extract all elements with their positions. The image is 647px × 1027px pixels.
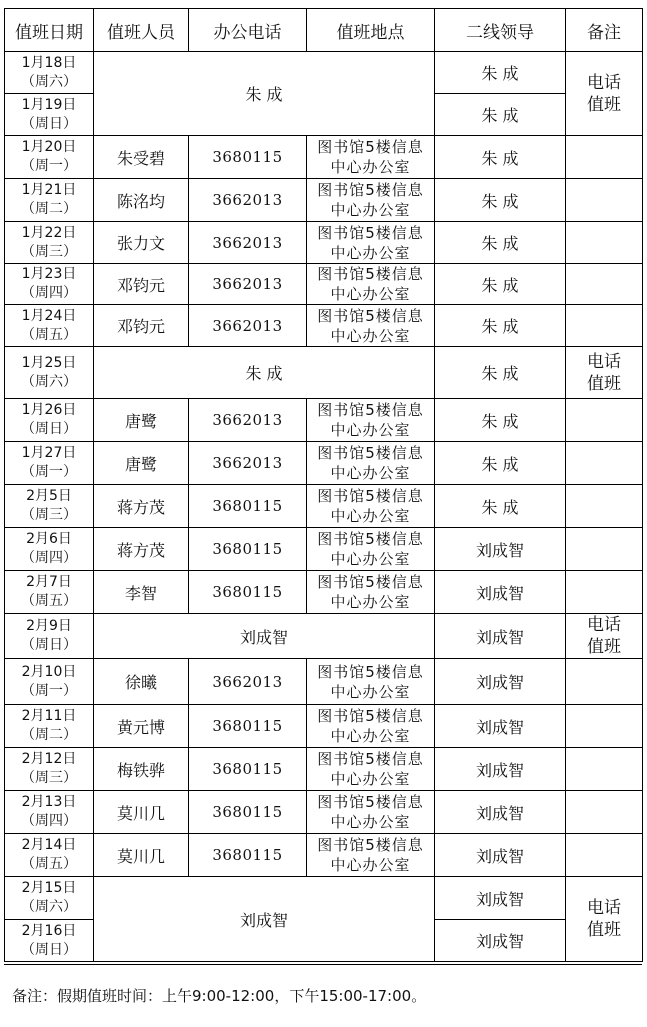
table-row xyxy=(5,705,643,748)
leader-cell: 刘成智 xyxy=(435,659,566,705)
table-row xyxy=(5,347,643,399)
leader-cell: 朱 成 xyxy=(435,399,566,442)
note-cell-empty xyxy=(566,528,643,571)
leader-cell: 刘成智 xyxy=(435,614,566,659)
date-text: 2月9日 xyxy=(26,618,72,634)
leader-cell: 刘成智 xyxy=(435,877,566,920)
note-cell: 电话 值班 xyxy=(566,614,643,659)
leader-cell: 刘成智 xyxy=(435,791,566,834)
note-cell: 电话 值班 xyxy=(566,877,643,962)
date-text: 2月15日 xyxy=(21,880,77,896)
location-cell: 图书馆5楼信息 中心办公室 xyxy=(307,791,435,834)
location-cell: 图书馆5楼信息 中心办公室 xyxy=(307,659,435,705)
person-cell: 梅铁骅 xyxy=(94,748,189,791)
note-cell-empty xyxy=(566,264,643,305)
header-note: 备注 xyxy=(566,9,643,52)
leader-cell: 刘成智 xyxy=(435,705,566,748)
table-row xyxy=(5,528,643,571)
note-cell-empty xyxy=(566,442,643,485)
duty-schedule-table xyxy=(4,8,643,962)
location-cell: 图书馆5楼信息 中心办公室 xyxy=(307,136,435,179)
leader-cell: 朱 成 xyxy=(435,485,566,528)
date-cell xyxy=(5,264,94,305)
date-cell xyxy=(5,834,94,877)
location-cell: 图书馆5楼信息 中心办公室 xyxy=(307,748,435,791)
weekday-text: （周五） xyxy=(21,593,77,609)
note-cell-empty xyxy=(566,791,643,834)
date-cell xyxy=(5,791,94,834)
date-text: 2月13日 xyxy=(21,794,77,810)
weekday-text: （周六） xyxy=(21,373,77,390)
header-location: 值班地点 xyxy=(307,9,435,52)
person-cell: 黄元博 xyxy=(94,705,189,748)
person-cell: 蒋方茂 xyxy=(94,528,189,571)
table-row xyxy=(5,791,643,834)
note-cell-empty xyxy=(566,834,643,877)
weekday-text: （周一） xyxy=(21,682,77,699)
date-cell xyxy=(5,920,94,962)
table-row xyxy=(5,136,643,179)
date-cell xyxy=(5,94,94,136)
date-cell xyxy=(5,485,94,528)
person-cell: 莫川几 xyxy=(94,791,189,834)
date-text: 1月19日 xyxy=(21,96,77,113)
date-cell xyxy=(5,222,94,264)
date-text: 2月7日 xyxy=(26,574,72,590)
location-cell: 图书馆5楼信息 中心办公室 xyxy=(307,305,435,347)
footnote: 备注：假期值班时间：上午9:00-12:00，下午15:00-17:00。 xyxy=(4,964,642,1026)
date-text: 1月27日 xyxy=(21,445,77,461)
table-row xyxy=(5,614,643,659)
date-cell xyxy=(5,305,94,347)
phone-duty-person-cell: 刘成智 xyxy=(94,877,435,962)
phone-cell: 3680115 xyxy=(189,748,307,791)
date-text: 1月20日 xyxy=(21,139,77,155)
date-text: 1月24日 xyxy=(21,307,77,324)
note-cell-empty xyxy=(566,485,643,528)
phone-cell: 3662013 xyxy=(189,305,307,347)
location-cell: 图书馆5楼信息 中心办公室 xyxy=(307,834,435,877)
table-row xyxy=(5,748,643,791)
table-row xyxy=(5,485,643,528)
leader-cell: 刘成智 xyxy=(435,920,566,962)
note-cell-empty xyxy=(566,136,643,179)
note-cell: 电话 值班 xyxy=(566,347,643,399)
table-row xyxy=(5,264,643,305)
table-row xyxy=(5,659,643,705)
person-cell: 李智 xyxy=(94,571,189,614)
date-cell xyxy=(5,399,94,442)
person-cell: 邓钧元 xyxy=(94,264,189,305)
table-row xyxy=(5,877,643,920)
note-cell-empty xyxy=(566,305,643,347)
leader-cell: 朱 成 xyxy=(435,305,566,347)
date-text: 1月21日 xyxy=(21,182,77,198)
date-cell xyxy=(5,179,94,222)
header-person: 值班人员 xyxy=(94,9,189,52)
weekday-text: （周三） xyxy=(21,243,77,260)
date-text: 2月11日 xyxy=(21,708,77,724)
date-cell xyxy=(5,748,94,791)
weekday-text: （周四） xyxy=(21,285,77,301)
phone-cell: 3680115 xyxy=(189,705,307,748)
note-cell: 电话 值班 xyxy=(566,52,643,136)
date-cell xyxy=(5,136,94,179)
person-cell: 徐曦 xyxy=(94,659,189,705)
header-date: 值班日期 xyxy=(5,9,94,52)
person-cell: 陈洺均 xyxy=(94,179,189,222)
weekday-text: （周一） xyxy=(21,158,77,174)
weekday-text: （周日） xyxy=(21,941,77,958)
table-row xyxy=(5,52,643,94)
location-cell: 图书馆5楼信息 中心办公室 xyxy=(307,264,435,305)
person-cell: 莫川几 xyxy=(94,834,189,877)
location-cell: 图书馆5楼信息 中心办公室 xyxy=(307,705,435,748)
phone-cell: 3662013 xyxy=(189,264,307,305)
location-cell: 图书馆5楼信息 中心办公室 xyxy=(307,485,435,528)
location-cell: 图书馆5楼信息 中心办公室 xyxy=(307,528,435,571)
date-cell xyxy=(5,877,94,920)
phone-duty-person-cell: 刘成智 xyxy=(94,614,435,659)
leader-cell: 刘成智 xyxy=(435,748,566,791)
weekday-text: （周一） xyxy=(21,464,77,480)
leader-cell: 朱 成 xyxy=(435,347,566,399)
location-cell: 图书馆5楼信息 中心办公室 xyxy=(307,571,435,614)
phone-cell: 3662013 xyxy=(189,659,307,705)
person-cell: 唐鹭 xyxy=(94,442,189,485)
weekday-text: （周二） xyxy=(21,201,77,217)
date-text: 1月23日 xyxy=(21,266,77,282)
weekday-text: （周五） xyxy=(21,326,77,343)
weekday-text: （周二） xyxy=(21,727,77,743)
date-text: 2月14日 xyxy=(21,837,77,853)
leader-cell: 刘成智 xyxy=(435,528,566,571)
phone-cell: 3680115 xyxy=(189,834,307,877)
phone-cell: 3680115 xyxy=(189,485,307,528)
date-cell xyxy=(5,571,94,614)
phone-cell: 3680115 xyxy=(189,528,307,571)
phone-cell: 3680115 xyxy=(189,791,307,834)
header-row xyxy=(5,9,643,52)
date-text: 1月25日 xyxy=(21,354,77,371)
location-cell: 图书馆5楼信息 中心办公室 xyxy=(307,399,435,442)
phone-cell: 3662013 xyxy=(189,399,307,442)
table-row xyxy=(5,571,643,614)
date-text: 1月22日 xyxy=(21,224,77,241)
weekday-text: （周日） xyxy=(21,421,77,437)
phone-cell: 3662013 xyxy=(189,179,307,222)
person-cell: 唐鹭 xyxy=(94,399,189,442)
leader-cell: 朱 成 xyxy=(435,222,566,264)
weekday-text: （周六） xyxy=(21,899,77,915)
weekday-text: （周日） xyxy=(21,115,77,132)
person-cell: 朱受碧 xyxy=(94,136,189,179)
note-cell-empty xyxy=(566,748,643,791)
note-cell-empty xyxy=(566,222,643,264)
location-cell: 图书馆5楼信息 中心办公室 xyxy=(307,222,435,264)
note-cell-empty xyxy=(566,399,643,442)
table-row xyxy=(5,399,643,442)
location-cell: 图书馆5楼信息 中心办公室 xyxy=(307,442,435,485)
phone-duty-person-cell: 朱 成 xyxy=(94,347,435,399)
leader-cell: 刘成智 xyxy=(435,571,566,614)
date-cell xyxy=(5,52,94,94)
date-cell xyxy=(5,347,94,399)
date-cell xyxy=(5,442,94,485)
table-row xyxy=(5,179,643,222)
leader-cell: 朱 成 xyxy=(435,52,566,94)
weekday-text: （周四） xyxy=(21,550,77,566)
weekday-text: （周六） xyxy=(21,73,77,90)
phone-cell: 3680115 xyxy=(189,136,307,179)
date-text: 2月16日 xyxy=(21,922,77,939)
header-leader: 二线领导 xyxy=(435,9,566,52)
person-cell: 邓钧元 xyxy=(94,305,189,347)
person-cell: 张力文 xyxy=(94,222,189,264)
note-cell-empty xyxy=(566,705,643,748)
date-cell xyxy=(5,705,94,748)
note-cell-empty xyxy=(566,179,643,222)
leader-cell: 朱 成 xyxy=(435,264,566,305)
table-row xyxy=(5,442,643,485)
phone-cell: 3662013 xyxy=(189,222,307,264)
weekday-text: （周日） xyxy=(21,637,77,653)
leader-cell: 朱 成 xyxy=(435,442,566,485)
table-row xyxy=(5,222,643,264)
phone-cell: 3662013 xyxy=(189,442,307,485)
weekday-text: （周四） xyxy=(21,813,77,829)
person-cell: 蒋方茂 xyxy=(94,485,189,528)
note-cell-empty xyxy=(566,659,643,705)
table-row xyxy=(5,305,643,347)
date-text: 2月10日 xyxy=(21,663,77,680)
table-row xyxy=(5,834,643,877)
leader-cell: 朱 成 xyxy=(435,136,566,179)
weekday-text: （周三） xyxy=(21,507,77,523)
date-text: 2月5日 xyxy=(26,488,72,504)
weekday-text: （周五） xyxy=(21,856,77,872)
phone-duty-person-cell: 朱 成 xyxy=(94,52,435,136)
date-text: 1月26日 xyxy=(21,402,77,418)
note-cell-empty xyxy=(566,571,643,614)
leader-cell: 刘成智 xyxy=(435,834,566,877)
phone-cell: 3680115 xyxy=(189,571,307,614)
location-cell: 图书馆5楼信息 中心办公室 xyxy=(307,179,435,222)
date-text: 1月18日 xyxy=(21,54,77,71)
header-phone: 办公电话 xyxy=(189,9,307,52)
leader-cell: 朱 成 xyxy=(435,94,566,136)
date-cell xyxy=(5,659,94,705)
date-text: 2月6日 xyxy=(26,531,72,547)
date-cell xyxy=(5,614,94,659)
date-cell xyxy=(5,528,94,571)
date-text: 2月12日 xyxy=(21,751,77,767)
leader-cell: 朱 成 xyxy=(435,179,566,222)
weekday-text: （周三） xyxy=(21,770,77,786)
